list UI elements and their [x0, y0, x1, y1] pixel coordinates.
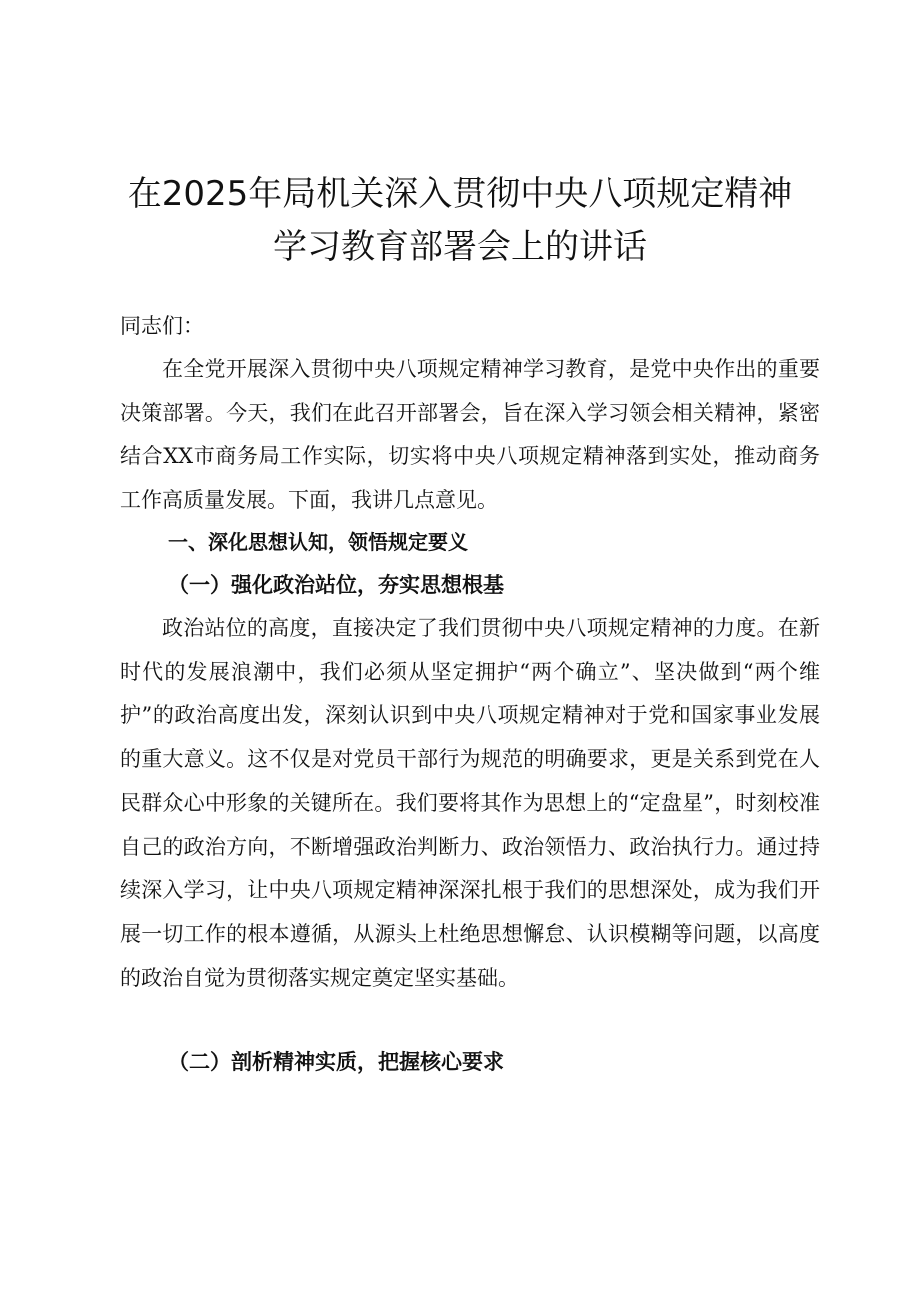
- body-paragraph: 政治站位的高度，直接决定了我们贯彻中央八项规定精神的力度。在新时代的发展浪潮中，我们必须从坚定拥护“两个确立”、坚决做到“两个维护”的政治高度出发，深刻认识到中央八项规定精神对于党和国家事业发展的重大意义。这不仅是对党员干部行为规范的明确要求，更是关系到党在人民群众心中形象的关键所在。我们要将其作为思想上的“定盘星”，时刻校准自己的政治方向，不断增强政治判断力、政治领悟力、政治执行力。通过持续深入学习，让中央八项规定精神深深扎根于我们的思想深处，成为我们开展一切工作的根本遵循，从源头上杜绝思想懈怠、认识模糊等问题，以高度的政治自觉为贯彻落实规定奠定坚实基础。: [120, 616, 820, 990]
- intro-paragraph: 在全党开展深入贯彻中央八项规定精神学习教育，是党中央作出的重要决策部署。今天，我们在此召开部署会，旨在深入学习领会相关精神，紧密结合XX市商务局工作实际，切实将中央八项规定精神落到实处，推动商务工作高质量发展。下面，我讲几点意见。: [120, 357, 820, 513]
- subsection-1-heading: （一）强化政治站位，夯实思想根基: [168, 572, 504, 597]
- section-1-heading: 一、深化思想认知，领悟规定要义: [168, 530, 468, 554]
- salutation: 同志们：: [120, 314, 204, 338]
- subsection-2-heading: （二）剖析精神实质，把握核心要求: [168, 1049, 504, 1074]
- document-title-line-1: 在2025年局机关深入贯彻中央八项规定精神: [127, 174, 793, 214]
- document-title-line-2: 学习教育部署会上的讲话: [273, 227, 647, 267]
